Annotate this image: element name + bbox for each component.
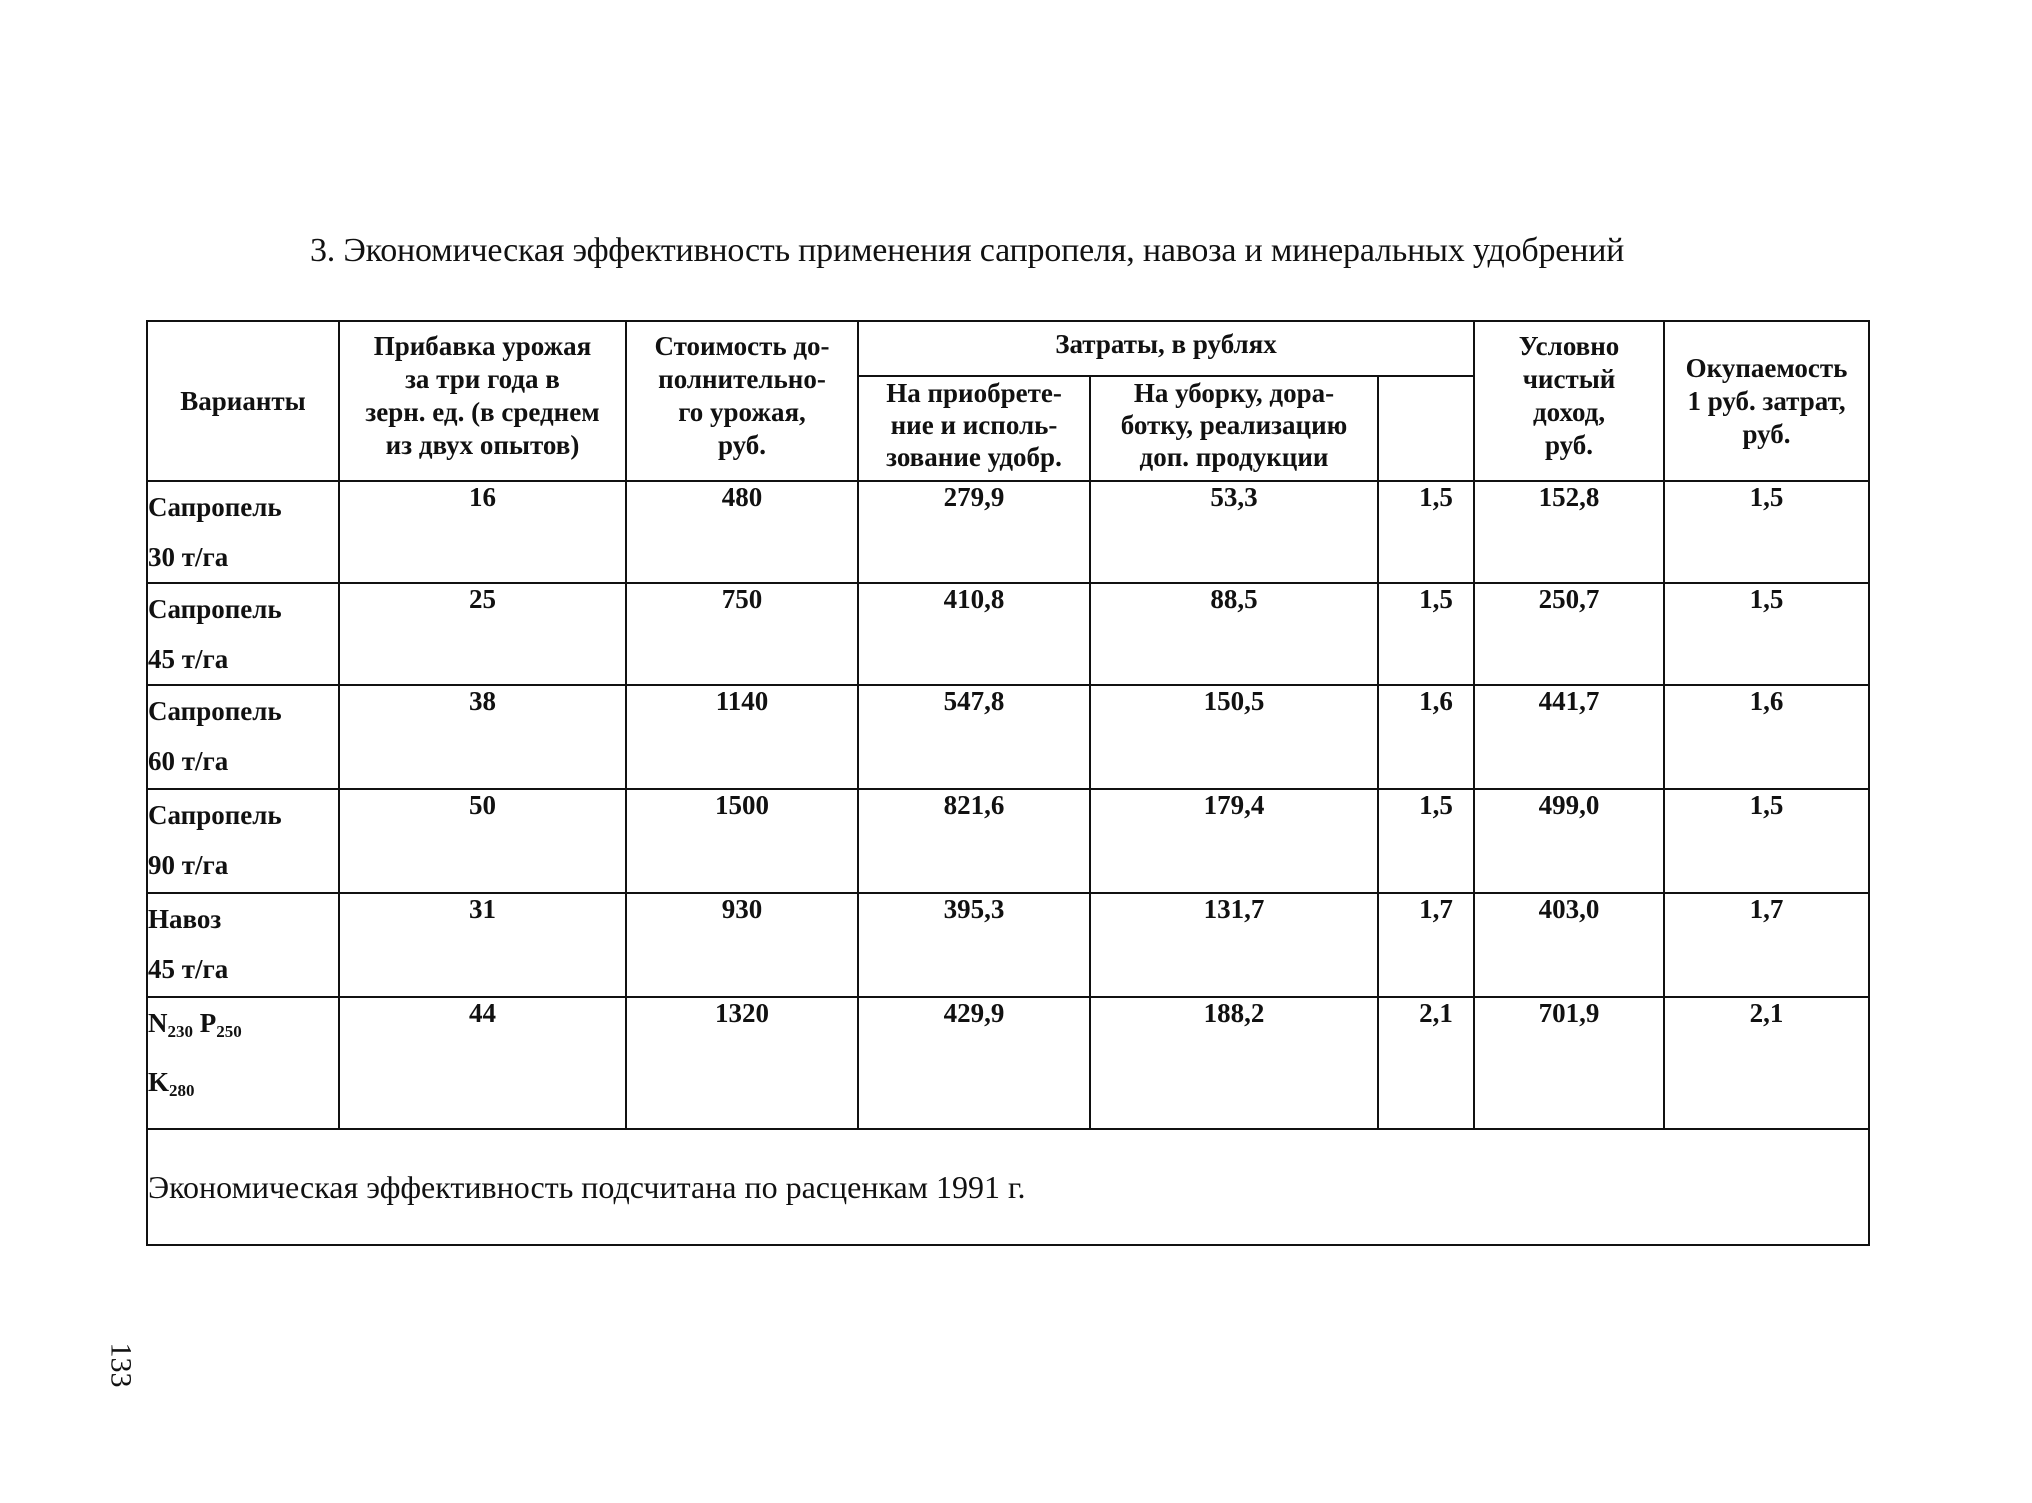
payback-cell: 1,7 [1664,893,1869,997]
table-caption: 3. Экономическая эффективность применения сапропеля, навоза и минеральных удобрений [310,232,1625,269]
payback-cell: 1,5 [1664,481,1869,583]
harvest-cell: 88,5 [1090,583,1378,685]
yield-cell: 38 [339,685,626,789]
variant-cell: Сапропель 60 т/га [147,685,339,789]
efficiency-table [146,320,1870,1246]
header-net-income: Условно чистый доход, руб. [1474,321,1664,481]
header-expenses-harvest: На уборку, дора- ботку, реализацию доп. продукции [1090,376,1378,481]
yield-cell: 16 [339,481,626,583]
header-expenses-group: Затраты, в рублях [858,321,1474,376]
npk-line-2: $K_{280}$ [148,1067,195,1100]
cost-cell: 1320 [626,997,858,1129]
yield-cell: 25 [339,583,626,685]
table-row [147,789,1869,893]
variant-cell: Сапропель 90 т/га [147,789,339,893]
cost-cell: 930 [626,893,858,997]
extra-cell: 1,7 [1378,893,1474,997]
npk-line-1: $N_{230}$ $P_{250}$ [148,1008,242,1041]
extra-cell: 1,5 [1378,583,1474,685]
harvest-cell: 188,2 [1090,997,1378,1129]
extra-cell: 1,5 [1378,481,1474,583]
variant-cell [147,997,339,1129]
note-text: Экономическая эффективность подсчитана по расценкам 1991 г. [147,1129,1869,1245]
header-cost: Стоимость до- полнительно- го урожая, руб. [626,321,858,481]
variant-cell: Сапропель 30 т/га [147,481,339,583]
harvest-cell: 53,3 [1090,481,1378,583]
harvest-cell: 131,7 [1090,893,1378,997]
extra-cell: 1,5 [1378,789,1474,893]
purchase-cell: 279,9 [858,481,1090,583]
cost-cell: 1500 [626,789,858,893]
purchase-cell: 429,9 [858,997,1090,1129]
table-row [147,893,1869,997]
income-cell: 701,9 [1474,997,1664,1129]
extra-cell: 1,6 [1378,685,1474,789]
income-cell: 499,0 [1474,789,1664,893]
yield-cell: 50 [339,789,626,893]
note-row [147,1129,1869,1245]
purchase-cell: 821,6 [858,789,1090,893]
variant-cell: Сапропель 45 т/га [147,583,339,685]
yield-cell: 31 [339,893,626,997]
header-payback: Окупаемость 1 руб. затрат, руб. [1664,321,1869,481]
payback-cell: 2,1 [1664,997,1869,1129]
purchase-cell: 410,8 [858,583,1090,685]
income-cell: 152,8 [1474,481,1664,583]
payback-cell: 1,6 [1664,685,1869,789]
yield-cell: 44 [339,997,626,1129]
table-row [147,685,1869,789]
extra-cell: 2,1 [1378,997,1474,1129]
header-expenses-blank [1378,376,1474,481]
header-row-1 [147,321,1869,376]
header-expenses-purchase: На приобрете- ние и исполь- зование удобр. [858,376,1090,481]
cost-cell: 480 [626,481,858,583]
header-variants: Варианты [147,321,339,481]
cost-cell: 1140 [626,685,858,789]
harvest-cell: 179,4 [1090,789,1378,893]
variant-cell: Навоз 45 т/га [147,893,339,997]
header-yield-gain: Прибавка урожая за три года в зерн. ед. (в среднем из двух опытов) [339,321,626,481]
payback-cell: 1,5 [1664,583,1869,685]
table-row [147,481,1869,583]
income-cell: 250,7 [1474,583,1664,685]
purchase-cell: 395,3 [858,893,1090,997]
payback-cell: 1,5 [1664,789,1869,893]
cost-cell: 750 [626,583,858,685]
page-number: 133 [104,1342,138,1388]
purchase-cell: 547,8 [858,685,1090,789]
income-cell: 403,0 [1474,893,1664,997]
table-row [147,997,1869,1129]
harvest-cell: 150,5 [1090,685,1378,789]
table-row [147,583,1869,685]
income-cell: 441,7 [1474,685,1664,789]
